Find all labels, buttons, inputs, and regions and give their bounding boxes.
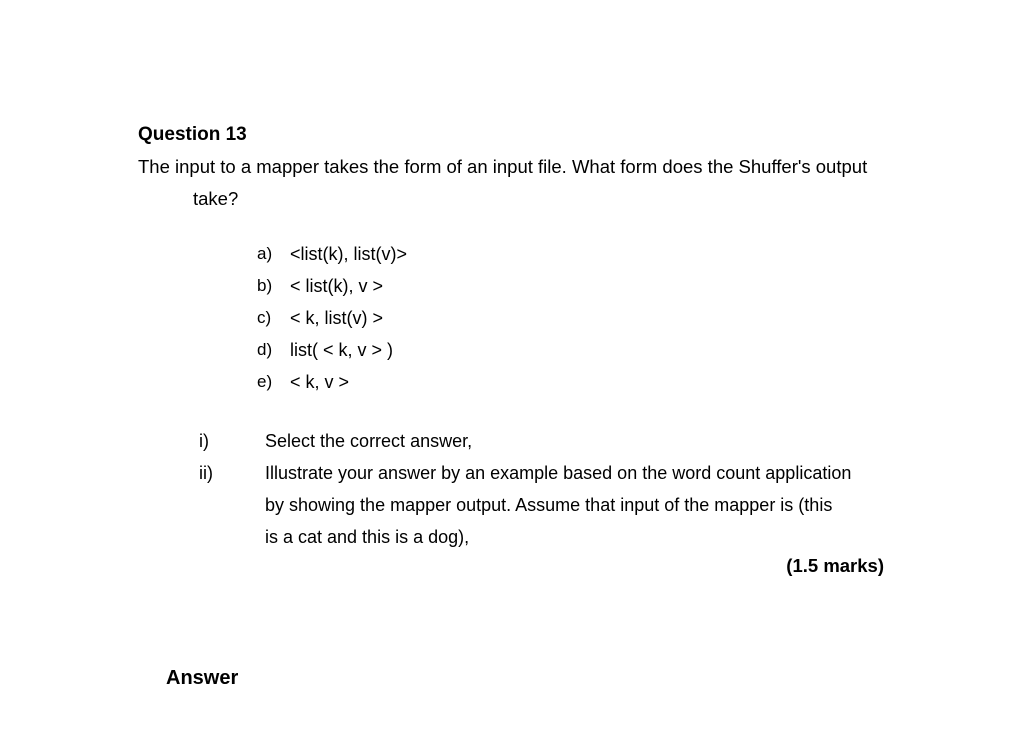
answer-options-list: [257, 243, 407, 403]
option-a: [257, 243, 407, 275]
sub-question-text: by showing the mapper output. Assume that input of the mapper is (this: [265, 495, 833, 515]
option-c: [257, 307, 407, 339]
sub-question-text: Select the correct answer,: [265, 431, 473, 451]
option-d: [257, 339, 407, 371]
marks-label: (1.5 marks): [786, 555, 884, 576]
question-text: The input to a mapper takes the form of an input file. What form does the Shuffer's output: [138, 156, 868, 177]
option-b: [257, 275, 407, 307]
sub-question-ii-line2: [265, 489, 832, 521]
option-letter: d): [257, 340, 273, 359]
option-letter: c): [257, 308, 272, 327]
option-text: < k, list(v) >: [290, 308, 384, 328]
question-title: Question 13: [138, 124, 247, 145]
option-text: <list(k), list(v)>: [290, 244, 407, 264]
answer-heading: Answer: [166, 667, 239, 689]
sub-question-i: [199, 425, 472, 457]
option-text: list( < k, v > ): [290, 340, 394, 360]
sub-question-ii: [199, 457, 851, 489]
option-text: < list(k), v >: [290, 276, 384, 296]
sub-question-text: Illustrate your answer by an example based on the word count application: [265, 463, 852, 483]
question-text-continued: take?: [193, 188, 239, 209]
sub-question-ii-line3: [265, 521, 469, 553]
option-letter: a): [257, 244, 273, 263]
option-e: [257, 371, 407, 403]
option-text: < k, v >: [290, 372, 350, 392]
option-letter: b): [257, 276, 273, 295]
option-letter: e): [257, 372, 273, 391]
sub-question-number: ii): [199, 463, 213, 483]
sub-question-number: i): [199, 431, 209, 451]
sub-question-text: is a cat and this is a dog),: [265, 527, 470, 547]
